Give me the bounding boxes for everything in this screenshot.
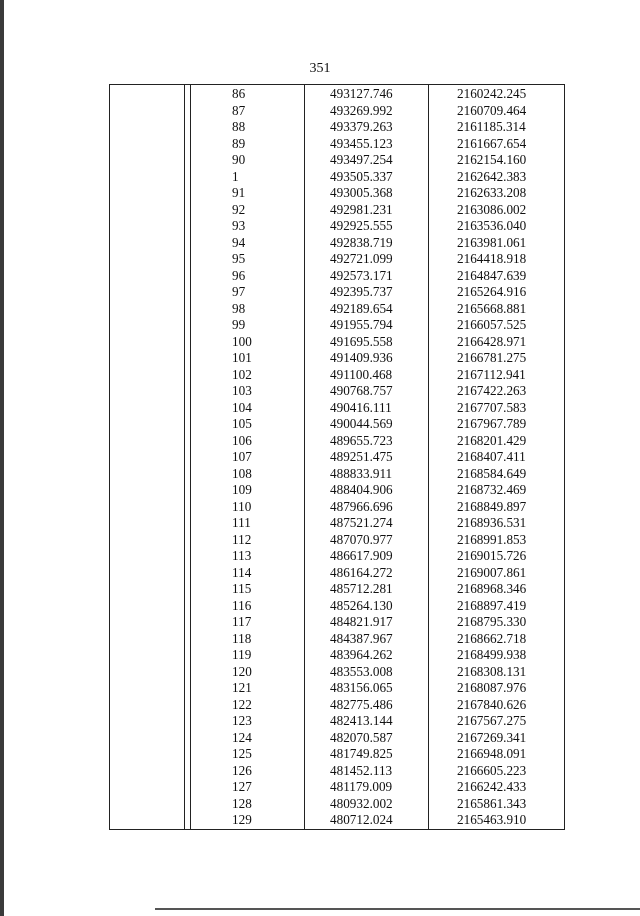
y-coordinate-cell: 2162154.160	[457, 152, 527, 167]
y-coordinate-cell: 2160242.245	[457, 86, 527, 101]
y-coordinate-cell: 2167840.626	[457, 696, 527, 712]
x-coordinate-cell: 483964.262	[330, 647, 393, 662]
y-coordinate-cell: 2166057.525	[457, 317, 527, 332]
table-row	[110, 763, 566, 780]
table-row	[110, 433, 566, 450]
table-row	[110, 383, 566, 400]
table-row	[110, 697, 566, 714]
y-coordinate-cell: 2163981.061	[457, 234, 527, 250]
table-row	[110, 169, 566, 186]
table-row	[110, 350, 566, 367]
table-row	[110, 482, 566, 499]
y-coordinate-cell: 2168499.938	[457, 647, 527, 662]
table-row	[110, 647, 566, 664]
x-coordinate-cell: 491955.794	[330, 317, 393, 332]
x-coordinate-cell: 493505.337	[330, 168, 393, 184]
y-coordinate-cell: 2163536.040	[457, 218, 527, 233]
x-coordinate-cell: 480712.024	[330, 812, 393, 827]
table-row	[110, 284, 566, 301]
y-coordinate-cell: 2168407.411	[457, 449, 526, 464]
point-id-cell: 125	[232, 746, 252, 761]
x-coordinate-cell: 484821.917	[330, 614, 393, 629]
y-coordinate-cell: 2167967.789	[457, 416, 527, 431]
y-coordinate-cell: 2160709.464	[457, 102, 527, 118]
x-coordinate-cell: 492189.654	[330, 300, 393, 316]
x-coordinate-cell: 482413.144	[330, 713, 393, 728]
x-coordinate-cell: 480932.002	[330, 795, 393, 811]
y-coordinate-cell: 2166605.223	[457, 762, 527, 778]
point-id-cell: 116	[232, 597, 252, 613]
point-id-cell: 103	[232, 383, 252, 398]
x-coordinate-cell: 492925.555	[330, 218, 393, 233]
point-id-cell: 119	[232, 647, 252, 662]
table-row	[110, 301, 566, 318]
y-coordinate-cell: 2168936.531	[457, 515, 527, 530]
x-coordinate-cell: 491409.936	[330, 350, 393, 365]
y-coordinate-cell: 2169007.861	[457, 564, 527, 580]
point-id-cell: 104	[232, 399, 252, 415]
y-coordinate-cell: 2161185.314	[457, 119, 526, 134]
point-id-cell: 96	[232, 267, 246, 283]
point-id-cell: 95	[232, 251, 246, 266]
table-row	[110, 152, 566, 169]
table-row	[110, 614, 566, 631]
point-id-cell: 113	[232, 548, 252, 563]
x-coordinate-cell: 493127.746	[330, 86, 393, 101]
x-coordinate-cell: 491100.468	[330, 366, 393, 382]
point-id-cell: 121	[232, 680, 252, 695]
y-coordinate-cell: 2166781.275	[457, 350, 527, 365]
bottom-rule	[155, 908, 640, 910]
y-coordinate-cell: 2169015.726	[457, 548, 527, 563]
y-coordinate-cell: 2167269.341	[457, 729, 527, 745]
table-row	[110, 251, 566, 268]
table-row	[110, 532, 566, 549]
y-coordinate-cell: 2162633.208	[457, 185, 527, 200]
point-id-cell: 114	[232, 564, 252, 580]
table-row	[110, 136, 566, 153]
x-coordinate-cell: 488404.906	[330, 482, 393, 497]
point-id-cell: 129	[232, 812, 252, 827]
point-id-cell: 92	[232, 201, 246, 217]
x-coordinate-cell: 490768.757	[330, 383, 393, 398]
table-row	[110, 779, 566, 796]
x-coordinate-cell: 493455.123	[330, 135, 393, 151]
x-coordinate-cell: 481179.009	[330, 779, 393, 794]
y-coordinate-cell: 2165463.910	[457, 812, 527, 827]
x-coordinate-cell: 490416.111	[330, 399, 392, 415]
x-coordinate-cell: 485712.281	[330, 581, 393, 596]
y-coordinate-cell: 2166948.091	[457, 746, 527, 761]
x-coordinate-cell: 486164.272	[330, 564, 393, 580]
table-row	[110, 796, 566, 813]
point-id-cell: 97	[232, 284, 246, 299]
table-row	[110, 499, 566, 516]
table-row	[110, 515, 566, 532]
y-coordinate-cell: 2167567.275	[457, 713, 527, 728]
table-row	[110, 548, 566, 565]
y-coordinate-cell: 2167422.263	[457, 383, 527, 398]
point-id-cell: 101	[232, 350, 252, 365]
y-coordinate-cell: 2167707.583	[457, 399, 527, 415]
table-row	[110, 400, 566, 417]
y-coordinate-cell: 2164418.918	[457, 251, 527, 266]
y-coordinate-cell: 2168584.649	[457, 465, 527, 481]
x-coordinate-cell: 487966.696	[330, 498, 393, 514]
x-coordinate-cell: 486617.909	[330, 548, 393, 563]
table-row	[110, 565, 566, 582]
x-coordinate-cell: 493005.368	[330, 185, 393, 200]
table-row	[110, 449, 566, 466]
y-coordinate-cell: 2168201.429	[457, 432, 527, 448]
table-row	[110, 581, 566, 598]
x-coordinate-cell: 492981.231	[330, 201, 393, 217]
point-id-cell: 117	[232, 614, 252, 629]
table-row	[110, 746, 566, 763]
x-coordinate-cell: 485264.130	[330, 597, 393, 613]
scan-left-edge	[0, 0, 4, 916]
y-coordinate-cell: 2168087.976	[457, 680, 527, 695]
table-row	[110, 334, 566, 351]
point-id-cell: 94	[232, 234, 246, 250]
point-id-cell: 106	[232, 432, 252, 448]
table-row	[110, 730, 566, 747]
x-coordinate-cell: 492721.099	[330, 251, 393, 266]
x-coordinate-cell: 483156.065	[330, 680, 393, 695]
x-coordinate-cell: 488833.911	[330, 465, 393, 481]
x-coordinate-cell: 481749.825	[330, 746, 393, 761]
table-row	[110, 86, 566, 103]
point-id-cell: 107	[232, 449, 252, 464]
y-coordinate-cell: 2166242.433	[457, 779, 527, 794]
y-coordinate-cell: 2166428.971	[457, 333, 527, 349]
point-id-cell: 127	[232, 779, 252, 794]
table-row	[110, 185, 566, 202]
x-coordinate-cell: 487070.977	[330, 531, 393, 547]
point-id-cell: 88	[232, 119, 246, 134]
point-id-cell: 112	[232, 531, 252, 547]
y-coordinate-cell: 2165264.916	[457, 284, 527, 299]
x-coordinate-cell: 482775.486	[330, 696, 393, 712]
table-row	[110, 218, 566, 235]
table-row	[110, 317, 566, 334]
table-row	[110, 631, 566, 648]
point-id-cell: 87	[232, 102, 246, 118]
point-id-cell: 120	[232, 663, 252, 679]
y-coordinate-cell: 2168662.718	[457, 630, 527, 646]
point-id-cell: 100	[232, 333, 252, 349]
point-id-cell: 122	[232, 696, 252, 712]
point-id-cell: 93	[232, 218, 246, 233]
y-coordinate-cell: 2168732.469	[457, 482, 527, 497]
y-coordinate-cell: 2165861.343	[457, 795, 527, 811]
x-coordinate-cell: 483553.008	[330, 663, 393, 679]
page-number: 351	[309, 61, 331, 76]
point-id-cell: 115	[232, 581, 252, 596]
table-row	[110, 664, 566, 681]
y-coordinate-cell: 2168991.853	[457, 531, 527, 547]
table-row	[110, 268, 566, 285]
x-coordinate-cell: 492395.737	[330, 284, 393, 299]
y-coordinate-cell: 2161667.654	[457, 135, 527, 151]
y-coordinate-cell: 2164847.639	[457, 267, 527, 283]
point-id-cell: 102	[232, 366, 252, 382]
table-row	[110, 103, 566, 120]
point-id-cell: 98	[232, 300, 246, 316]
table-row	[110, 680, 566, 697]
point-id-cell: 124	[232, 729, 252, 745]
point-id-cell: 105	[232, 416, 252, 431]
x-coordinate-cell: 493379.263	[330, 119, 393, 134]
point-id-cell: 109	[232, 482, 252, 497]
point-id-cell: 128	[232, 795, 252, 811]
y-coordinate-cell: 2168968.346	[457, 581, 527, 596]
table-row	[110, 119, 566, 136]
point-id-cell: 99	[232, 317, 246, 332]
x-coordinate-cell: 491695.558	[330, 333, 393, 349]
x-coordinate-cell: 484387.967	[330, 630, 393, 646]
x-coordinate-cell: 487521.274	[330, 515, 393, 530]
point-id-cell: 123	[232, 713, 252, 728]
point-id-cell: 91	[232, 185, 246, 200]
point-id-cell: 111	[232, 515, 251, 530]
table-row	[110, 202, 566, 219]
point-id-cell: 126	[232, 762, 252, 778]
table-row	[110, 416, 566, 433]
x-coordinate-cell: 492838.719	[330, 234, 393, 250]
y-coordinate-cell: 2168849.897	[457, 498, 527, 514]
x-coordinate-cell: 492573.171	[330, 267, 393, 283]
table-row	[110, 812, 566, 829]
y-coordinate-cell: 2168308.131	[457, 663, 527, 679]
table-row	[110, 235, 566, 252]
y-coordinate-cell: 2162642.383	[457, 168, 527, 184]
table-row	[110, 713, 566, 730]
x-coordinate-cell: 489655.723	[330, 432, 393, 448]
table-row	[110, 598, 566, 615]
x-coordinate-cell: 489251.475	[330, 449, 393, 464]
x-coordinate-cell: 482070.587	[330, 729, 393, 745]
y-coordinate-cell: 2165668.881	[457, 300, 527, 316]
coordinate-table	[109, 84, 565, 830]
table-row	[110, 466, 566, 483]
y-coordinate-cell: 2167112.941	[457, 366, 526, 382]
point-id-cell: 86	[232, 86, 246, 101]
point-id-cell: 110	[232, 498, 252, 514]
point-id-cell: 118	[232, 630, 252, 646]
x-coordinate-cell: 493497.254	[330, 152, 393, 167]
point-id-cell: 90	[232, 152, 246, 167]
x-coordinate-cell: 493269.992	[330, 102, 393, 118]
point-id-cell: 1	[232, 168, 239, 184]
table-row	[110, 367, 566, 384]
x-coordinate-cell: 490044.569	[330, 416, 393, 431]
point-id-cell: 89	[232, 135, 246, 151]
x-coordinate-cell: 481452.113	[330, 762, 393, 778]
y-coordinate-cell: 2168897.419	[457, 597, 527, 613]
y-coordinate-cell: 2163086.002	[457, 201, 527, 217]
table-body	[110, 86, 566, 829]
y-coordinate-cell: 2168795.330	[457, 614, 527, 629]
point-id-cell: 108	[232, 465, 252, 481]
